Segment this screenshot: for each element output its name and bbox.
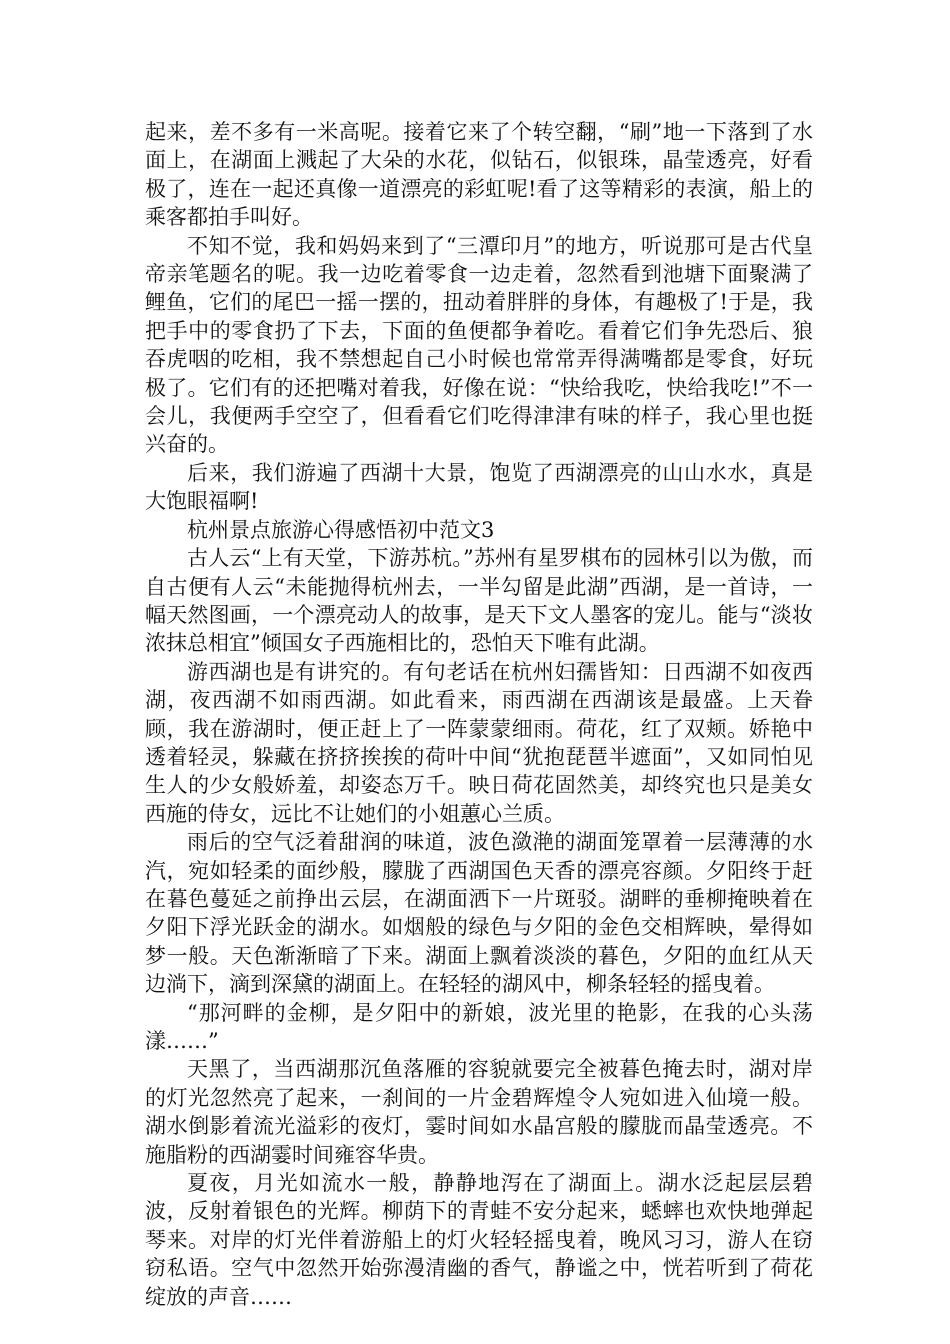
document-body bbox=[145, 118, 813, 1311]
paragraph: 雨后的空气泛着甜润的味道，波色潋滟的湖面笼罩着一层薄薄的水汽，宛如轻柔的面纱般，朦胧了西湖国色天香的漂亮容颜。夕阳终于赶在暮色蔓延之前挣出云层，在湖面洒下一片斑驳。湖畔的垂柳掩映着在夕阳下浮光跃金的湖水。如烟般的绿色与夕阳的金色交相辉映，晕得如梦一般。天色渐渐暗了下来。湖面上飘着淡淡的暮色，夕阳的血红从天边淌下，滴到深黛的湖面上。在轻轻的湖风中，柳条轻轻的摇曳着。 bbox=[145, 830, 813, 997]
paragraph: 不知不觉，我和妈妈来到了“三潭印月”的地方，听说那可是古代皇帝亲笔题名的呢。我一边吃着零食一边走着，忽然看到池塘下面聚满了鲤鱼，它们的尾巴一摇一摆的，扭动着胖胖的身体，有趣极了!于是，我把手中的零食扔了下去，下面的鱼便都争着吃。看着它们争先恐后、狼吞虎咽的吃相，我不禁想起自己小时候也常常弄得满嘴都是零食，好玩极了。它们有的还把嘴对着我，好像在说：“快给我吃，快给我吃!”不一会儿，我便两手空空了，但看看它们吃得津津有味的样子，我心里也挺兴奋的。 bbox=[145, 233, 813, 457]
quote-paragraph: “那河畔的金柳，是夕阳中的新娘，波光里的艳影，在我的心头荡漾……” bbox=[145, 1000, 813, 1053]
paragraph: 游西湖也是有讲究的。有句老话在杭州妇孺皆知：日西湖不如夜西湖，夜西湖不如雨西湖。如此看来，雨西湖在西湖该是最盛。上天眷顾，我在游湖时，便正赶上了一阵蒙蒙细雨。荷花，红了双颊。娇艳中透着轻灵，躲藏在挤挤挨挨的荷叶中间“犹抱琵琶半遮面”，又如同怕见生人的少女般娇羞，却姿态万千。映日荷花固然美，却终究也只是美女西施的侍女，远比不让她们的小姐蕙心兰质。 bbox=[145, 659, 813, 826]
paragraph: 起来，差不多有一米高呢。接着它来了个转空翻，“刷”地一下落到了水面上，在湖面上溅起了大朵的水花，似钻石，似银珠，晶莹透亮，好看极了，连在一起还真像一道漂亮的彩虹呢!看了这等精彩的表演，船上的乘客都拍手叫好。 bbox=[145, 120, 813, 230]
paragraph: 古人云“上有天堂，下游苏杭。”苏州有星罗棋布的园林引以为傲，而自古便有人云“未能抛得杭州去，一半勾留是此湖”西湖，是一首诗，一幅天然图画，一个漂亮动人的故事，是天下文人墨客的宠儿。能与“淡妆浓抹总相宜”倾国女子西施相比的，恐怕天下唯有此湖。 bbox=[145, 546, 813, 656]
paragraph: 夏夜，月光如流水一般，静静地泻在了湖面上。湖水泛起层层碧波，反射着银色的光辉。柳荫下的青蛙不安分起来，蟋蟀也欢快地弹起琴来。对岸的灯光伴着游船上的灯火轻轻摇曳着，晚风习习，游人在窃窃私语。空气中忽然开始弥漫清幽的香气，静谧之中，恍若听到了荷花绽放的声音…… bbox=[145, 1171, 813, 1309]
paragraph: 天黑了，当西湖那沉鱼落雁的容貌就要完全被暮色掩去时，湖对岸的灯光忽然亮了起来，一刹间的一片金碧辉煌令人宛如进入仙境一般。湖水倒影着流光溢彩的夜灯，霎时间如水晶宫般的朦胧而晶莹透亮。不施脂粉的西湖霎时间雍容华贵。 bbox=[145, 1057, 813, 1167]
paragraph: 后来，我们游遍了西湖十大景，饱览了西湖漂亮的山山水水，真是大饱眼福啊! bbox=[145, 460, 813, 514]
section-title: 杭州景点旅游心得感悟初中范文3 bbox=[187, 517, 495, 542]
